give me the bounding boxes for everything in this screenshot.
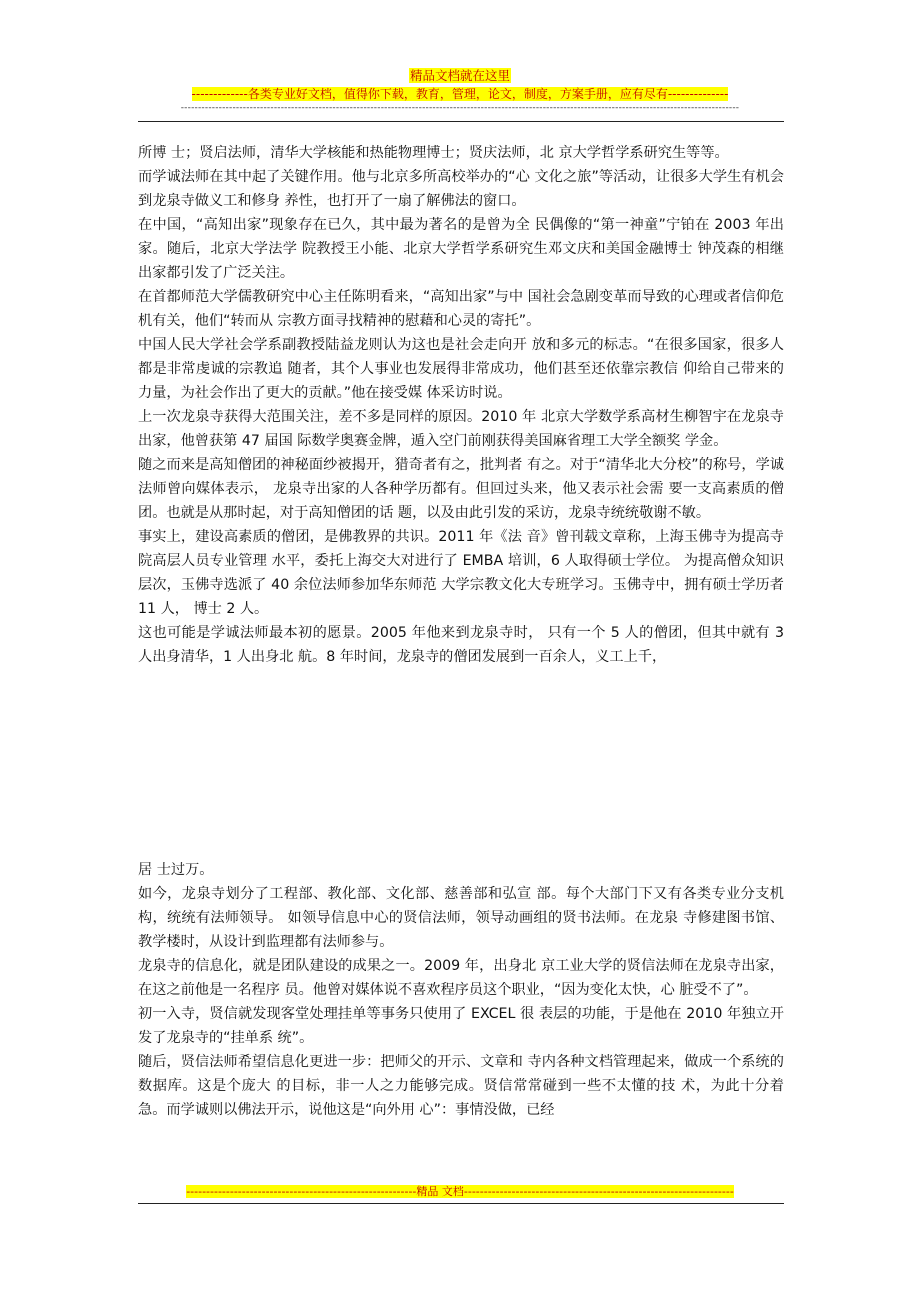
paragraph: 中国人民大学社会学系副教授陆益龙则认为这也是社会走向开 放和多元的标志。“在很多国家，很多人都是非常虔诚的宗教追 随者，其个人事业也发展得非常成功，他们甚至还依靠宗教信 仰给自己带来的力量，为社会作出了更大的贡献。”他在接受媒 体采访时说。 [138,337,784,401]
text-block-lower [138,858,784,1122]
header-title: 精品文档就在这里 [409,68,510,83]
footer-text: ----------------------------------------------------------精品 文档-------------------------------------------------------------------- [186,1185,734,1198]
paragraph: 而学诚法师在其中起了关键作用。他与北京多所高校举办的“心 文化之旅”等活动，让很多大学生有机会到龙泉寺做义工和修身 养性，也打开了一扇了解佛法的窗口。 [138,169,784,209]
paragraph: 上一次龙泉寺获得大范围关注，差不多是同样的原因。2010 年 北京大学数学系高材生柳智宇在龙泉寺出家，他曾获第 47 届国 际数学奥赛金牌，遁入空门前刚获得美国麻省理工大学全额奖 学金。 [138,409,784,449]
paragraph: 龙泉寺的信息化，就是团队建设的成果之一。2009 年，出身北 京工业大学的贤信法师在龙泉寺出家，在这之前他是一名程序 员。他曾对媒体说不喜欢程序员这个职业，“因为变化太快，心 脏受不了”。 [138,958,784,998]
header-dashes: ------------------------------------------------------------------------------------------------------------------------------------------------------------------ [180,103,740,113]
paragraph: 居 士过万。 [138,862,214,878]
paragraph: 随之而来是高知僧团的神秘面纱被揭开，猎奇者有之，批判者 有之。对于“清华北大分校”的称号，学诚法师曾向媒体表示， 龙泉寺出家的人各种学历都有。但回过头来，他又表示社会需 要一支高素质的僧团。也就是从那时起，对于高知僧团的话 题，以及由此引发的采访，龙泉寺统统敬谢不敏。 [138,457,784,521]
paragraph: 这也可能是学诚法师最本初的愿景。2005 年他来到龙泉寺时， 只有一个 5 人的僧团，但其中就有 3 人出身清华，1 人出身北 航。8 年时间，龙泉寺的僧团发展到一百余人，义工上千， [138,625,784,665]
paragraph: 在中国，“高知出家”现象存在已久，其中最为著名的是曾为全 民偶像的“第一神童”宁铂在 2003 年出家。随后，北京大学法学 院教授王小能、北京大学哲学系研究生邓文庆和美国金融博士 钟茂森的相继出家都引发了广泛关注。 [138,217,784,281]
header-subtitle: -------------各类专业好文档，值得你下载，教育，管理，论文，制度，方案手册，应有尽有-------------- [191,87,729,101]
paragraph: 初一入寺，贤信就发现客堂处理挂单等事务只使用了 EXCEL 很 表层的功能，于是他在 2010 年独立开发了龙泉寺的“挂单系 统”。 [138,1006,784,1046]
paragraph: 在首都师范大学儒教研究中心主任陈明看来，“高知出家”与中 国社会急剧变革而导致的心理或者信仰危机有关，他们“转而从 宗教方面寻找精神的慰藉和心灵的寄托”。 [138,289,784,329]
paragraph: 事实上，建设高素质的僧团，是佛教界的共识。2011 年《法 音》曾刊载文章称，上海玉佛寺为提高寺院高层人员专业管理 水平，委托上海交大对进行了 EMBA 培训，6 人取得硕士学位。 为提高僧众知识层次，玉佛寺选派了 40 余位法师参加华东师范 大学宗教文化大专班学习。玉佛寺中，拥有硕士学历者 11 人， 博士 2 人。 [138,529,784,617]
text-block-upper [138,141,784,669]
footer-rule [138,1203,784,1204]
paragraph: 随后，贤信法师希望信息化更进一步：把师父的开示、文章和 寺内各种文档管理起来，做成一个系统的数据库。这是个庞大 的目标，非一人之力能够完成。贤信常常碰到一些不太懂的技 术，为此十分着急。而学诚则以佛法开示，说他这是“向外用 心”：事情没做，已经 [138,1054,784,1118]
header-rule [138,121,784,122]
paragraph: 所博 士；贤启法师，清华大学核能和热能物理博士；贤庆法师，北 京大学哲学系研究生等等。 [138,145,729,161]
paragraph: 如今，龙泉寺划分了工程部、教化部、文化部、慈善部和弘宣 部。每个大部门下又有各类专业分支机构，统统有法师领导。 如领导信息中心的贤信法师，领导动画组的贤书法师。在龙泉 寺修建图书馆、教学楼时，从设计到监理都有法师参与。 [138,886,784,950]
